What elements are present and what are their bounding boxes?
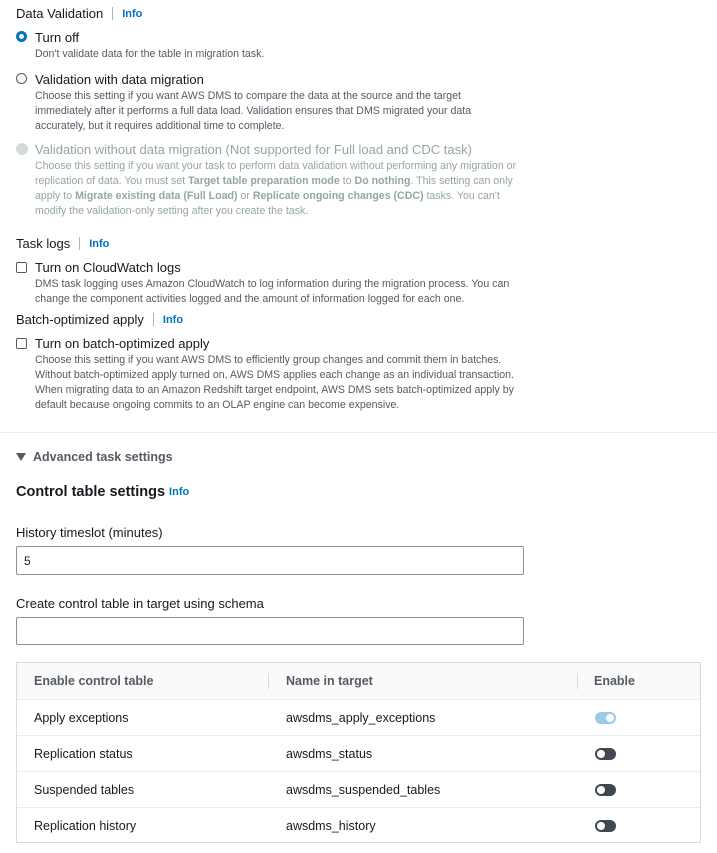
enable-toggle[interactable]: [595, 712, 616, 724]
column-header-name-in-target: Name in target: [286, 674, 373, 688]
control-table-target: awsdms_status: [286, 747, 373, 761]
batch-apply-header: [16, 312, 183, 327]
control-table-settings-header: [16, 484, 189, 500]
history-timeslot-label: History timeslot (minutes): [16, 525, 163, 540]
radio-label: Turn off: [35, 30, 80, 45]
column-separator: [268, 673, 269, 689]
radio-button[interactable]: [16, 73, 27, 84]
table-row: [17, 735, 700, 772]
control-schema-input[interactable]: [16, 617, 524, 645]
control-table-name: Replication history: [34, 819, 137, 833]
radio-description: Choose this setting if you want your task to perform data validation without performing any migration or replication of data. You must set Target table preparation mode to Do nothing. This setting can only apply to Migrate existing data (Full Load) or Replicate ongoing changes (CDC) tasks. You can't modify the validation-only setting after you create the task.: [35, 160, 517, 217]
advanced-settings-label: Advanced task settings: [33, 450, 173, 464]
task-logs-title: Task logs: [16, 236, 71, 251]
radio-description: Don't validate data for the table in migration task.: [35, 48, 265, 60]
enable-toggle[interactable]: [595, 820, 616, 832]
advanced-settings-toggle[interactable]: [16, 450, 173, 464]
divider: [112, 7, 113, 20]
batch-apply-checkbox[interactable]: [16, 338, 27, 349]
radio-description: Choose this setting if you want AWS DMS to compare the data at the source and the target immediately after it performs a full data load. Validation ensures that DMS migrated your data accurately, but it requires additional time to complete.: [35, 90, 472, 132]
data-validation-info-link[interactable]: Info: [122, 7, 143, 20]
divider: [153, 313, 154, 326]
enable-toggle[interactable]: [595, 748, 616, 760]
control-table-settings-title: Control table settings: [16, 484, 166, 500]
task-logs-info-link[interactable]: Info: [89, 237, 110, 250]
enable-toggle[interactable]: [595, 784, 616, 796]
table-row: [17, 699, 700, 736]
control-table-name: Apply exceptions: [34, 711, 129, 725]
checkbox-description: Choose this setting if you want AWS DMS to efficiently group changes and commit them in batches. Without batch-optimized apply turned on, AWS DMS applies each change as an individual transaction. When migrating data to an Amazon Redshift target endpoint, AWS DMS sets batch-optimized apply by default because ongoing commits to an OLAP engine can become expensive.: [35, 354, 514, 411]
task-logs-header: [16, 236, 109, 251]
radio-label: Validation with data migration: [35, 72, 204, 87]
checkbox-label: Turn on CloudWatch logs: [35, 260, 181, 275]
control-table-name: Replication status: [34, 747, 133, 761]
column-header-enable: Enable: [594, 674, 635, 688]
table-header: [17, 663, 700, 699]
caret-down-icon: [16, 453, 26, 462]
batch-apply-info-link[interactable]: Info: [162, 313, 184, 326]
column-header-enable-control-table: Enable control table: [34, 674, 154, 688]
data-validation-title: Data Validation: [16, 6, 104, 21]
radio-button-checked[interactable]: [16, 31, 27, 42]
control-table-name: Suspended tables: [34, 783, 135, 797]
control-table-info-link[interactable]: Info: [169, 486, 190, 498]
control-table-target: awsdms_history: [286, 819, 376, 833]
column-separator: [577, 673, 578, 689]
table-row: [17, 771, 700, 808]
cloudwatch-logs-checkbox[interactable]: [16, 262, 27, 273]
section-divider: [0, 432, 717, 433]
checkbox-description: DMS task logging uses Amazon CloudWatch to log information during the migration process. You can change the component activities logged and the amount of information logged for each one.: [35, 278, 510, 305]
control-table-target: awsdms_apply_exceptions: [286, 711, 436, 725]
divider: [79, 237, 80, 250]
batch-apply-title: Batch-optimized apply: [16, 312, 144, 327]
history-timeslot-value: 5: [24, 553, 31, 568]
checkbox-label: Turn on batch-optimized apply: [35, 336, 210, 351]
history-timeslot-input[interactable]: [16, 546, 524, 575]
table-row: [17, 807, 700, 844]
radio-label: Validation without data migration (Not supported for Full load and CDC task): [35, 142, 472, 157]
control-schema-label: Create control table in target using schema: [16, 596, 264, 611]
data-validation-header: [16, 6, 142, 21]
control-table-target: awsdms_suspended_tables: [286, 783, 441, 797]
radio-button-disabled: [16, 143, 28, 155]
control-table: [16, 662, 701, 843]
